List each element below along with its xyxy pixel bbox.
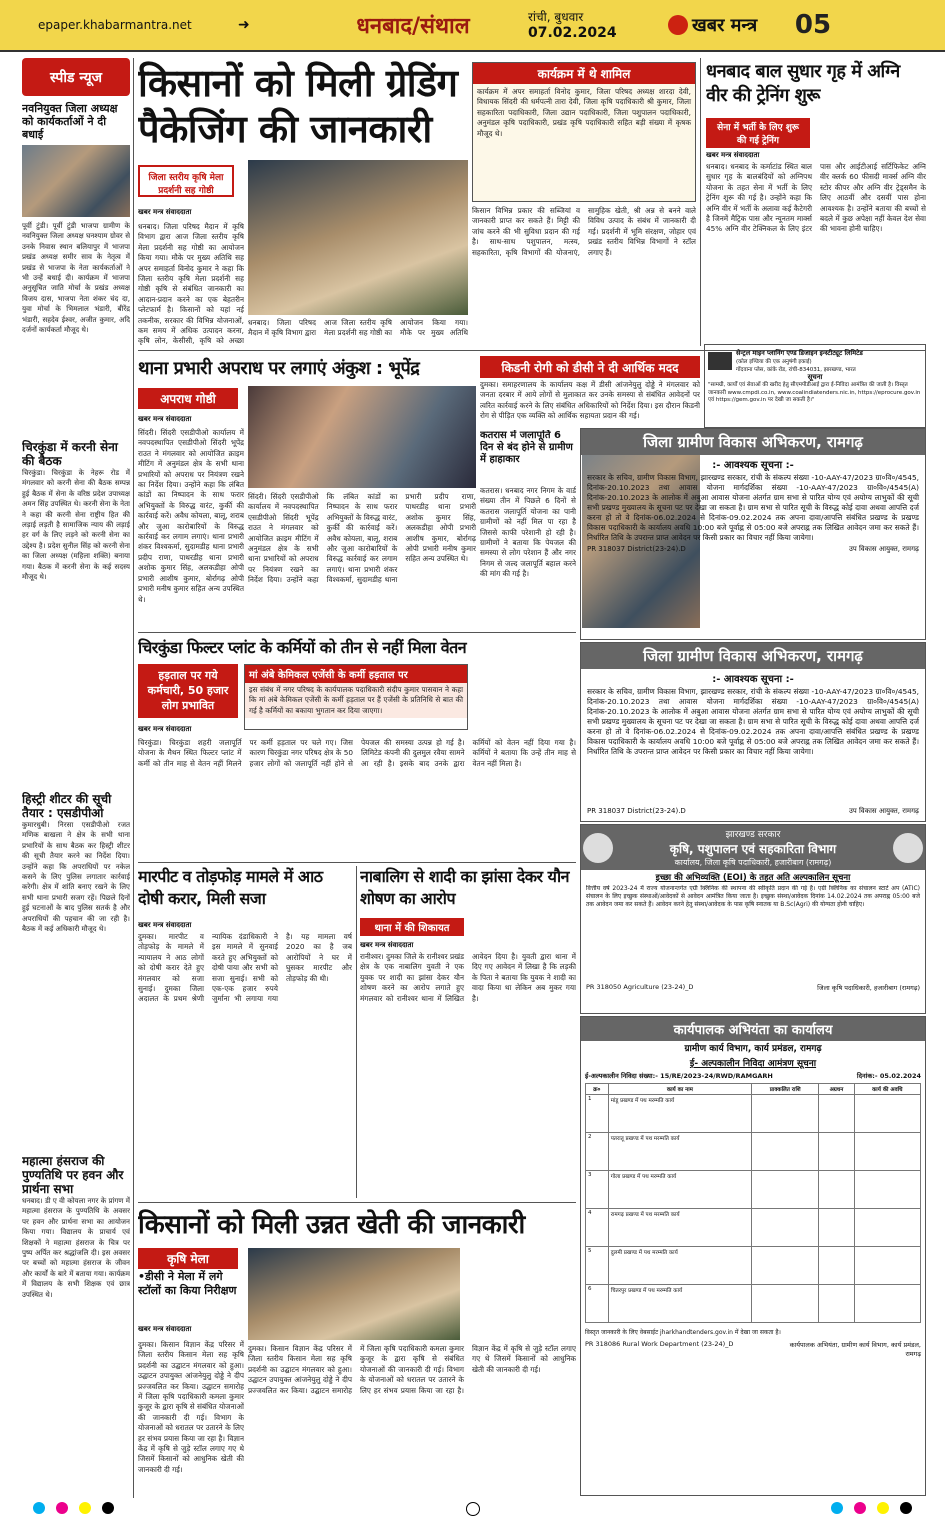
nabalig-body: रानीश्वर। दुमका जिले के रानीश्वर प्रखंड क्षेत्र के एक नाबालिग युवती ने एक युवक पर शादी का झांसा देकर यौन शोषण करने का आरोप लगाते हुए मंगलवार को रानीश्वर थाना में लिखित आवेदन दिया है। युवती द्वारा थाना में दिए गए आवेदन में लिखा है कि लड़की के पिता ने बताया कि युवक ने शादी का वादा किया था लेकिन अब मुकर गया है। xyxy=(360,952,576,1003)
table-cell xyxy=(819,1247,854,1285)
table-cell: 4 xyxy=(586,1209,609,1247)
table-cell: 5 xyxy=(586,1247,609,1285)
table-row xyxy=(586,1247,921,1285)
unnat-body-2: दुमका। किसान विज्ञान केंद्र परिसर में जिला स्तरीय किसान मेला सह कृषि प्रदर्शनी का उद्घाटन मंगलवार को हुआ। उद्घाटन उपायुक्त आंजनेयुलु दोड्डे ने दीप प्रज्जवलित कर किया। उद्घाटन समारोह में जिला कृषि पदाधिकारी कमला कुमार कुजूर के द्वारा कृषि से संबंधित योजनाओं की जानकारी दी गई। विभाग के योजनाओं को धरातल पर उतारने के लिए हर संभव प्रयास किया जा रहा है। विज्ञान केंद्र में कृषि से जुड़े स्टॉल लगाए गए थे जिसमें किसानों को आधुनिक खेती की जानकारी दी गई। xyxy=(248,1344,576,1395)
lead-body-1: धनबाद। जिला परिषद मैदान में कृषि विभाग द्वारा आज जिला स्तरीय कृषि मेला प्रदर्शनी सह गोष्ठी का आयोजन किया गया। मौके पर मुख्य अतिथि सह अपर समाहर्ता विनोद कुमार ने कहा कि जिला स्तरीय कृषि मेला प्रदर्शनी सह गोष्ठी कृषि से संबंधित जानकारी का आदान-प्रदान करने का एक बेहतरीन प्लेटफार्म है। किसानों को यहां नई तकनीक, सरकार की विभिन्न योजनाओं, कम समय में अधिक उत्पादन करना, कृषि लोन, केसीसी, कृषि को अच्छा xyxy=(138,222,244,346)
nabalig-headline: नाबालिग से शादी का झांसा देकर यौन शोषण का आरोप xyxy=(360,867,569,908)
brand-icon xyxy=(668,15,688,35)
table-row xyxy=(586,1285,921,1323)
cmpdi-ad: सेन्ट्रल माइन प्लानिंग एण्ड डिजाइन इन्स्टीट्यूट लिमिटेड (कोल इण्डिया की एक अनुषंगी इकाई) गोंदवाना प्लेस, कांके रोड, रांची-834031, झारखण्ड, भारत सूचना "सामग्री, कार्यों एवं सेवाओं की खरीद हेतु सीएमपीडीआई द्वारा ई-निविदा आमंत्रित की जाती है। विस्तृत जानकारी www.cmpdi.co.in, www.coalindiatenders.nic.in, https://eprocure.gov.in एवं https://gem.gov.in पर देखी जा सकती है।" xyxy=(704,344,926,428)
table-cell: दुलमी प्रखण्ड में पथ मरम्मति कार्य xyxy=(608,1247,751,1285)
lead-headline: किसानों को मिली ग्रेडिंग पैकेजिंग की जानकारी xyxy=(138,61,458,151)
table-cell: 1 xyxy=(586,1095,609,1133)
chirkunda-body: चिरकुंडा। चिरकुंडा शहरी जलापूर्ति योजना के मैथन स्थित फिल्टर प्लांट में कर्मी को तीन माह से वेतन नहीं मिलने पर कर्मी हड़ताल पर चले गए। जिस कारण चिरकुंडा नगर परिषद क्षेत्र के 50 हजार लोगों को जलापूर्ति नहीं होने से पेयजल की समस्या उत्पन्न हो गई है। लिमिटेड कंपनी की दुलमुल रवैया सामने आ रही है। इसके बाद उनके द्वारा कर्मियों को वेतन नहीं दिया गया है। कर्मियों ने बताया कि उन्हें तीन माह से वेतन नहीं मिला है। xyxy=(138,738,576,768)
table-cell: गोला प्रखण्ड में पथ मरम्मति कार्य xyxy=(608,1171,751,1209)
cursor-icon: ➜ xyxy=(238,17,250,33)
tender-notice: कार्यपालक अभियंता का कार्यालय ग्रामीण कार्य विभाग, कार्य प्रमंडल, रामगढ़ ई- अल्पकालीन निविदा आमंत्रण सूचना ई-अल्पकालीन निविदा संख्या:- 15/RE/2023-24/RWD/RAMGARH दिनांक:- 05.02.2024 क्र० कार्य का नाम प्राक्कलित राशि अग्रधन कार्य की अवधि 1 मांडू प्रखण्ड में पथ मरम्मति कार्य 2 पतरातू प्रखण्ड में पथ मरम्मति कार्य 3 गोला प्रखण्ड में पथ मरम्मति कार्य 4 रामगढ़ प्रखण्ड में पथ मरम्मति कार्य 5 दुलमी प्रखण्ड में पथ मरम्मति कार्य 6 चितरपुर प्रखण्ड में पथ मरम्मति कार्य विस्तृत जानकारी के लिए वेबसाईट jharkhandtenders.gov.in में देखा जा सकता है। PR 318086 Rural Work Department (23-24)_D कार्यपालक अभियंता, ग्रामीण कार्य विभाग, कार्य प्रमंडल, रामगढ़ xyxy=(580,1016,926,1496)
thana-byline: खबर मन्त्र संवाददाता xyxy=(138,415,192,423)
edition-date: रांची, बुधवार 07.02.2024 xyxy=(528,10,617,41)
story1-photo xyxy=(22,145,130,217)
lead-byline: खबर मन्त्र संवाददाता xyxy=(138,208,192,216)
table-cell xyxy=(819,1095,854,1133)
lead-photo xyxy=(248,160,468,315)
department-emblem-icon xyxy=(893,833,923,863)
registration-crosshair-icon xyxy=(466,1502,480,1516)
table-cell xyxy=(819,1285,854,1323)
tender-col-header: कार्य की अवधि xyxy=(854,1084,920,1095)
marpit-headline: मारपीट व तोड़फोड़ मामले में आठ दोषी करार, मिली सजा xyxy=(138,867,323,908)
table-cell xyxy=(854,1285,920,1323)
site-url[interactable]: epaper.khabarmantra.net xyxy=(38,18,192,32)
lead-tag: जिला स्तरीय कृषि मेला प्रदर्शनी सह गोष्ठी xyxy=(138,165,234,197)
table-cell: 2 xyxy=(586,1133,609,1171)
jharkhand-emblem-icon xyxy=(583,833,613,863)
table-cell: 6 xyxy=(586,1285,609,1323)
kidney-body: दुमका। समाहरणालय के कार्यालय कक्ष में डीसी आंजनेयुलु दोड्डे ने मंगलवार को जनता दरबार में आये लोगों से मुलाकात कर उनके समस्या से संबंधित आवेदनों पर त्वरित कार्रवाई करने के लिए संबंधित अधिकारियों को निर्देश दिया। इस दौरान किडनी रोग से पीड़ित एक व्यक्ति को आर्थिक सहायता प्रदान की गई। xyxy=(480,380,700,421)
table-cell xyxy=(854,1209,920,1247)
tender-col-header: कार्य का नाम xyxy=(608,1084,751,1095)
brand-logo: खबर मन्त्र xyxy=(668,13,788,37)
table-cell xyxy=(819,1209,854,1247)
table-cell xyxy=(854,1133,920,1171)
kidney-headline: किडनी रोगी को डीसी ने दी आर्थिक मदद xyxy=(480,356,700,378)
tender-col-header: क्र० xyxy=(586,1084,609,1095)
chirkunda-byline: खबर मन्त्र संवाददाता xyxy=(138,725,192,733)
speed-news-banner: स्पीड न्यूज xyxy=(22,58,130,96)
thana-body-2: सिंदरी। सिंदरी एसडीपीओ कार्यालय में नवपदस्थापित एसडीपीओ सिंदरी भूपेंद्र राउत ने मंगलवार को आयोजित क्राइम मीटिंग में अनुमंडल क्षेत्र के सभी थाना प्रभारियों को अपराध पर नियंत्रण रखने का निर्देश दिया। उन्होंने कहा कि लंबित कांडों का निष्पादन के साथ फरार अभियुक्तों के विरुद्ध वारंट, कुर्की की कार्रवाई करें। अवैध कोयला, बालू, शराब और जुआ कारोबारियों के विरुद्ध कार्रवाई कर लगाम लगाएं। थाना प्रभारी शंकर विश्वकर्मा, सुदामडीह थाना प्रभारी प्रदीप राणा, पाथरडीह थाना प्रभारी अशोक कुमार सिंह, अलकडीहा ओपी प्रभारी आशीष कुमार, बोर्रागढ़ ओपी प्रभारी मनीष कुमार सहित अन्य उपस्थित थे। xyxy=(248,492,476,585)
story1-headline: नवनियुक्त जिला अध्यक्ष को कार्यकर्ताओं ने दी बधाई xyxy=(22,102,118,141)
thana-body-1: सिंदरी। सिंदरी एसडीपीओ कार्यालय में नवपदस्थापित एसडीपीओ सिंदरी भूपेंद्र राउत ने मंगलवार को आयोजित क्राइम मीटिंग में अनुमंडल क्षेत्र के सभी थाना प्रभारियों को अपराध पर नियंत्रण रखने का निर्देश दिया। उन्होंने कहा कि लंबित कांडों का निष्पादन के साथ फरार अभियुक्तों के विरुद्ध वारंट, कुर्की की कार्रवाई करें। अवैध कोयला, बालू, शराब और जुआ कारोबारियों के विरुद्ध कार्रवाई कर लगाम लगाएं। थाना प्रभारी शंकर विश्वकर्मा, सुदामडीह थाना प्रभारी प्रदीप राणा, पाथरडीह थाना प्रभारी अशोक कुमार सिंह, अलकडीहा ओपी प्रभारी आशीष कुमार, बोर्रागढ़ ओपी प्रभारी मनीष कुमार सहित अन्य उपस्थित थे। xyxy=(138,428,244,604)
table-cell xyxy=(752,1209,819,1247)
nabalig-byline: खबर मन्त्र संवाददाता xyxy=(360,941,414,949)
table-cell xyxy=(752,1133,819,1171)
thana-headline: थाना प्रभारी अपराध पर लगाएं अंकुश : भूपेंद्र xyxy=(138,358,420,379)
table-cell xyxy=(752,1095,819,1133)
story4-body: धनबाद। डी ए वी कोयला नगर के प्रांगण में महात्मा हंसराज के पुण्यतिथि के अवसर पर हवन और प्रार्थना सभा का आयोजन किया गया। विद्यालय के प्राचार्य एवं शिक्षकों ने महात्मा हंसराज के चित्र पर पुष्प अर्पित कर श्रद्धांजलि दी। इस अवसर पर बच्चों को महात्मा हंसराज के जीवन और कार्यों के बारे में बताया गया। कार्यक्रम में विद्यालय के सभी शिक्षक एवं छात्र उपस्थित थे। xyxy=(22,1196,130,1299)
table-cell xyxy=(819,1133,854,1171)
balsudhar-body: धनबाद। धनबाद के कर्माटांड स्थित बाल सुधार गृह के बालबंदियों को अग्निपथ योजना के तहत सेना में भर्ती के लिए ट्रेनिंग शुरू की गई है। उन्होंने कहा कि अग्नि वीर में भर्ती के अलावा कई कैटेगरी है जिनमें मैट्रिक पास और न्यूनतम मार्क्स 45% अग्नि वीर टेक्निकल के लिए इंटर पास और आईटीआई सर्टिफिकेट अग्नि वीर क्लर्क 60 फीसदी मार्क्स अग्नि वीर स्टोर कीपर और अग्नि वीर ट्रेड्समैन के लिए आठवीं और दसवीं पास होना आवश्यक है। उन्होंने बताया की बच्चों से बदले में कुछ अपेक्षा नहीं केवल देश सेवा की भावना होनी चाहिए। xyxy=(706,162,926,234)
table-cell: पतरातू प्रखण्ड में पथ मरम्मति कार्य xyxy=(608,1133,751,1171)
story3-headline: हिस्ट्री शीटर की सूची तैयार : एसडीपीओ xyxy=(22,792,112,820)
unnat-headline: किसानों को मिली उन्नत खेती की जानकारी xyxy=(138,1210,525,1240)
table-row xyxy=(586,1209,921,1247)
marpit-byline: खबर मन्त्र संवाददाता xyxy=(138,921,192,929)
table-cell xyxy=(752,1285,819,1323)
chirkunda-headline: चिरकुंडा फिल्टर प्लांट के कर्मियों को तीन से नहीं मिला वेतन xyxy=(138,638,467,657)
story3-body: कुमारधुबी। निरसा एसडीपीओ रजत मणिक बाखला ने क्षेत्र के सभी थाना प्रभारियों के साथ बैठक कर हिस्ट्री शीटर की सूची तैयार करने का निर्देश दिया। उन्होंने कहा कि अपराधियों पर नकेल कसने के लिए पुलिस लगातार कार्रवाई करेगी। क्षेत्र में शांति बनाए रखने के लिए सभी थाना प्रभारी सजग रहें। पिछले दिनों हुई घटनाओं के बाद पुलिस सतर्क है और अपराधियों की पहचान की जा रही है। बैठक में कई अधिकारी मौजूद थे। xyxy=(22,820,130,934)
notice-rural-dev-1: जिला ग्रामीण विकास अभिकरण, रामगढ़ :- आवश्यक सूचना :- सरकार के सचिव, ग्रामीण विकास विभाग, झारखण्ड सरकार, रांची के संकल्प संख्या -10-AAY-47/2023 ग्रा०वि०/4545, दिनांक-20.10.2023 तथा आवास योजना मार्गदर्शिका संख्या -10-AAY-47/2023 ग्रा०वि०/4545(A) दिनांक-20.10.2023 के आलोक में अबुआ आवास योजना अंतर्गत ग्राम सभा से पारित योग्य एवं अयोग्य लाभुकों की सूची सभी प्रखण्ड मुख्यालय के सूचना पट पर देखा जा सकता है। ग्राम सभा से पारित सूची के विरुद्ध कोई दावा अथवा आपत्ति दर्ज करना हो तो वे दिनांक-06.02.2024 से दिनांक-09.02.2024 तक अपना दावा/आपत्ति संबंधित प्रखण्ड के प्रखण्ड विकास पदाधिकारी के कार्यालय अवधि 10:00 बजे पूर्वाह्न से 05:00 बजे अपराह्न तक लिखित आवेदन जमा कर सकते हैं। निर्धारित तिथि के उपरान्त प्राप्त आवेदन पर किसी प्रकार का विचार नहीं किया जायेगा। PR 318037 District(23-24).D उप विकास आयुक्त, रामगढ़ xyxy=(580,428,926,640)
table-row xyxy=(586,1133,921,1171)
table-row xyxy=(586,1171,921,1209)
chirkunda-subbox: हड़ताल पर गये कर्मचारी, 50 हजार लोग प्रभावित xyxy=(138,664,238,718)
thana-tag: अपराध गोष्ठी xyxy=(138,388,238,409)
thana-photo xyxy=(248,386,476,488)
katras-headline: कतरास में जलापूर्ति 6 दिन से बंद होने से ग्रामीण में हाहाकार xyxy=(480,430,573,465)
lead-body-3: किसान विभिन्न प्रकार की सब्जियां व जानकारी प्राप्त कर सकते हैं। मिट्टी की जांच करने की भी सुविधा प्रदान की गई है। साथ-साथ पशुपालन, मत्स्य, सहकारिता, कृषि विभागों की योजनाएं, सामुहिक खेती, श्री अन्न से बनने वाले विविध उत्पाद के संबंध में जानकारी दी गई। प्रदर्शनी में भूमि संरक्षण, जोहार एवं प्रखंड स्तरीय विभिन्न विभागों ने स्टॉल लगाए हैं। xyxy=(472,206,696,257)
story2-body: चिरकुंडा। चिरकुंडा के नेहरू रोड में मंगलवार को करनी सेना की बैठक सम्पन्न हुई बैठक में सेना के वरिष्ठ प्रदेश उपाध्यक्ष अमन सिंह उपस्थित थे। करनी सेना के नेता ने कहा की करनी सेना राष्ट्रीय हित की लड़ाई लड़ती है सामाजिक न्याय की लड़ाई हर वर्ग के लिए लड़ने को करनी सेना का उद्देश्य है। प्रदेश सुनील सिंह को करनी सेना का जिला अध्यक्ष (महिला शक्ति) बनाया गया। बैठक में करनी सेना के कई सदस्य मौजूद थे। xyxy=(22,468,130,582)
table-row xyxy=(586,1095,921,1133)
balsudhar-tag: सेना में भर्ती के लिए शुरू की गई ट्रेनिंग xyxy=(706,118,810,148)
balsudhar-headline: धनबाद बाल सुधार गृह में अग्नि वीर की ट्रेनिंग शुरू xyxy=(706,61,900,106)
chirkunda-redbox: मां अंबे केमिकल एजेंसी के कर्मी हड़ताल पर इस संबंध में नगर परिषद के कार्यपालक पदाधिकारी संदीप कुमार पासवान ने कहा कि मां अंबे केमिकल एजेंसी के कर्मी हड़ताल पर हैं एजेंसी के प्रतिनिधि से बात की गई है कर्मियों का बकाया भुगतान कर दिया जाएगा। xyxy=(244,664,468,730)
table-cell: चितरपुर प्रखण्ड में पथ मरम्मति कार्य xyxy=(608,1285,751,1323)
unnat-body-1: दुमका। किसान विज्ञान केंद्र परिसर में जिला स्तरीय किसान मेला सह कृषि प्रदर्शनी का उद्घाटन मंगलवार को हुआ। उद्घाटन उपायुक्त आंजनेयुलु दोड्डे ने दीप प्रज्जवलित कर किया। उद्घाटन समारोह में जिला कृषि पदाधिकारी कमला कुमार कुजूर के द्वारा कृषि से संबंधित योजनाओं की जानकारी दी गई। विभाग के योजनाओं को धरातल पर उतारने के लिए हर संभव प्रयास किया जा रहा है। विज्ञान केंद्र में कृषि से जुड़े स्टॉल लगाए गए थे जिसमें किसानों को आधुनिक खेती की जानकारी दी गई। xyxy=(138,1340,244,1474)
page-header xyxy=(0,0,945,52)
unnat-byline: खबर मन्त्र संवाददाता xyxy=(138,1325,192,1333)
table-cell xyxy=(854,1095,920,1133)
table-cell: 3 xyxy=(586,1171,609,1209)
table-cell xyxy=(752,1171,819,1209)
nabalig-tag: थाना में की शिकायत xyxy=(360,918,464,936)
story1-body: पूर्वी टुंडी। पूर्वी टुंडी भाजपा ग्रामीण के नवनियुक्त जिला अध्यक्ष घनश्याम ग्रोवर से उनके निवास स्थान बलियापुर में भाजपा प्रखंड अध्यक्ष समीर साव के नेतृत्व में प्रखंड से भाजपा के नेता कार्यकर्ताओं ने भी उन्हें बधाई दी। कार्यक्रम में भाजपा अनुसूचित जाति मोर्चा के प्रखंड अध्यक्ष विजय दास, भाजपा नेता शंकर चंद दा, युवा मोर्चा के भिमलाल भंडारी, बीरेंद्र भंडारी, सहदेव ईश्वर, अजीत कुमार, अदि दर्जनों कार्यकर्ता मौजूद थे। xyxy=(22,221,130,335)
tender-col-header: अग्रधन xyxy=(819,1084,854,1095)
attendees-box: कार्यक्रम में थे शामिल कार्यक्रम में अपर समाहर्ता विनोद कुमार, जिला परिषद अध्यक्ष शारदा देवी, विधायक सिंदरी की धर्मपत्नी तारा देवी, जिला कृषि पदाधिकारी श्री कुमार, जिला सहकारिता पदाधिकारी, जिला उद्यान पदाधिकारी, जिला पशुपालन पदाधिकारी, अनुमंडल कृषि पदाधिकारी, प्रखंड कृषि पदाधिकारी सहित बड़ी संख्या में कृषक मौजूद थे। xyxy=(472,62,696,202)
table-cell xyxy=(854,1247,920,1285)
unnat-photo xyxy=(248,1248,460,1340)
marpit-body: दुमका। मारपीट व तोड़फोड़ के मामले में न्यायालय ने आठ लोगों को दोषी करार देते हुए मंगलवार को सजा सुनाई। दुमका जिला अदालत के प्रथम श्रेणी न्यायिक दंडाधिकारी ने इस मामले में सुनवाई करते हुए अभियुक्तों को दोषी पाया और सभी को सजा सुनाई। सभी को एक-एक हजार रुपये जुर्माना भी लगाया गया है। यह मामला वर्ष 2020 का है जब आरोपियों ने घर में घुसकर मारपीट और तोड़फोड़ की थी। xyxy=(138,932,352,1004)
print-marks xyxy=(0,1500,945,1517)
table-cell: रामगढ़ प्रखण्ड में पथ मरम्मति कार्य xyxy=(608,1209,751,1247)
cmpdi-logo-icon xyxy=(708,352,732,370)
section-title: धनबाद/संथाल xyxy=(356,13,470,39)
table-cell xyxy=(854,1171,920,1209)
table-cell: मांडू प्रखण्ड में पथ मरम्मति कार्य xyxy=(608,1095,751,1133)
table-cell xyxy=(819,1171,854,1209)
left-column xyxy=(22,58,130,1498)
agri-eoi-notice: झारखण्ड सरकार कृषि, पशुपालन एवं सहकारिता विभाग कार्यालय, जिला कृषि पदाधिकारी, हजारीबाग (रामगढ़) इच्छा की अभिव्यक्ति (EOI) के तहत अति अल्पकालिन सूचना वित्तीय वर्ष 2023-24 में राज्य योजनान्तर्गत एग्री क्लिनिक की स्थापना की स्वीकृति प्रदान की गई है। एग्री क्लिनिक का संचालन स्टार्ट अप (ATIC) संचालन के लिए इच्छुक संस्थाओं/आवेदकों से आवेदन आमंत्रित किया जाता है। इच्छुक संस्था/आवेदक दिनांक 14.02.2024 तक अपराह्न 05:00 बजे तक आवेदन जमा कर सकते हैं। आवेदन करने हेतु संस्था/आवेदक के पास कृषि स्नातक या B.Sc(Agri) की योग्यता होनी चाहिए। PR 318050 Agriculture (23-24)_D जिला कृषि पदाधिकारी, हजारीबाग (रामगढ़) xyxy=(580,824,926,1014)
story4-headline: महात्मा हंसराज की पुण्यतिथि पर हवन और प्रार्थना सभा xyxy=(22,1154,124,1196)
story2-headline: चिरकुंडा में करनी सेना की बैठक xyxy=(22,440,118,468)
unnat-tag: कृषि मेला xyxy=(138,1248,238,1269)
page-number: 05 xyxy=(794,10,832,40)
balsudhar-byline: खबर मन्त्र संवाददाता xyxy=(706,151,760,159)
unnat-sub: •डीसी ने मेला में लगे स्टॉलों का किया निरीक्षण xyxy=(138,1270,237,1297)
lead-body-2: धनबाद। जिला परिषद मैदान में कृषि विभाग द्वारा आज जिला स्तरीय कृषि मेला प्रदर्शनी सह गोष्ठी का आयोजन किया गया। मौके पर मुख्य अतिथि xyxy=(248,318,468,338)
table-cell xyxy=(752,1247,819,1285)
notice-rural-dev-2: जिला ग्रामीण विकास अभिकरण, रामगढ़ :- आवश्यक सूचना :- सरकार के सचिव, ग्रामीण विकास विभाग, झारखण्ड सरकार, रांची के संकल्प संख्या -10-AAY-47/2023 ग्रा०वि०/4545, दिनांक-20.10.2023 तथा आवास योजना मार्गदर्शिका संख्या -10-AAY-47/2023 ग्रा०वि०/4545(A) दिनांक-20.10.2023 के आलोक में अबुआ आवास योजना अंतर्गत ग्राम सभा से पारित योग्य एवं अयोग्य लाभुकों की सूची सभी प्रखण्ड मुख्यालय के सूचना पट पर देखा जा सकता है। ग्राम सभा से पारित सूची के विरुद्ध कोई दावा अथवा आपत्ति दर्ज करना हो तो वे दिनांक-06.02.2024 से दिनांक-09.02.2024 तक अपना दावा/आपत्ति संबंधित प्रखण्ड के प्रखण्ड विकास पदाधिकारी के कार्यालय अवधि 10:00 बजे पूर्वाह्न से 05:00 बजे अपराह्न तक लिखित आवेदन जमा कर सकते हैं। निर्धारित तिथि के उपरान्त प्राप्त आवेदन पर किसी प्रकार का विचार नहीं किया जायेगा। PR 318037 District(23-24).D उप विकास आयुक्त, रामगढ़ xyxy=(580,642,926,822)
tender-col-header: प्राक्कलित राशि xyxy=(752,1084,819,1095)
katras-body: कतरास। धनबाद नगर निगम के वार्ड संख्या तीन में पिछले 6 दिनों से कतरास जलापूर्ति योजना का पानी ग्रामीणों को नहीं मिल पा रहा है जिससे काफी परेशानी हो रही है। ग्रामीणों ने बताया कि पेयजल की समस्या से लोग परेशान हैं और नगर निगम से जल्द जलापूर्ति बहाल करने की मांग की गई है। xyxy=(480,486,576,579)
tender-table xyxy=(585,1083,921,1323)
